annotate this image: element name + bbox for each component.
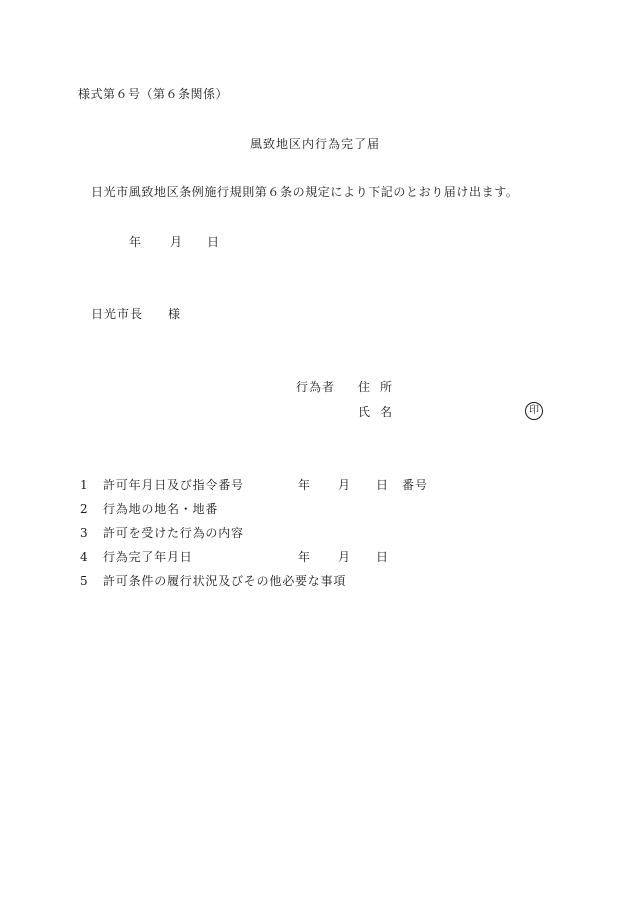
- seal-mark: 印: [525, 402, 543, 420]
- date-month-label: 月: [170, 235, 183, 249]
- date-year-label: 年: [129, 235, 142, 249]
- address-label: 住所: [358, 380, 403, 394]
- item-4-day-label: 日: [376, 550, 389, 564]
- item-1-text: 許可年月日及び指令番号: [103, 478, 244, 492]
- item-4-year-label: 年: [298, 550, 311, 564]
- form-number: 様式第６号（第６条関係）: [78, 87, 229, 101]
- item-5-number: 5: [80, 574, 88, 588]
- item-2-text: 行為地の地名・地番: [103, 502, 219, 516]
- addressee-name: 日光市長: [91, 307, 144, 321]
- item-4-text: 行為完了年月日: [103, 550, 193, 564]
- item-1-day-label: 日: [376, 478, 389, 492]
- item-4-month-label: 月: [338, 550, 351, 564]
- item-3-text: 許可を受けた行為の内容: [103, 526, 244, 540]
- item-1-month-label: 月: [338, 478, 351, 492]
- document-title: 風致地区内行為完了届: [249, 137, 380, 151]
- applicant-label: 行為者: [296, 380, 336, 394]
- addressee-honorific: 様: [168, 307, 181, 321]
- item-2-number: 2: [80, 502, 88, 516]
- item-3-number: 3: [80, 526, 88, 540]
- date-day-label: 日: [207, 235, 220, 249]
- item-5-text: 許可条件の履行状況及びその他必要な事項: [103, 574, 347, 588]
- item-4-number: 4: [80, 550, 88, 564]
- item-1-number-label: 番号: [402, 478, 429, 492]
- item-1-number: 1: [80, 478, 88, 492]
- preamble-text: 日光市風致地区条例施行規則第６条の規定により下記のとおり届け出ます。: [91, 185, 519, 199]
- name-label: 氏名: [358, 405, 403, 419]
- item-1-year-label: 年: [298, 478, 311, 492]
